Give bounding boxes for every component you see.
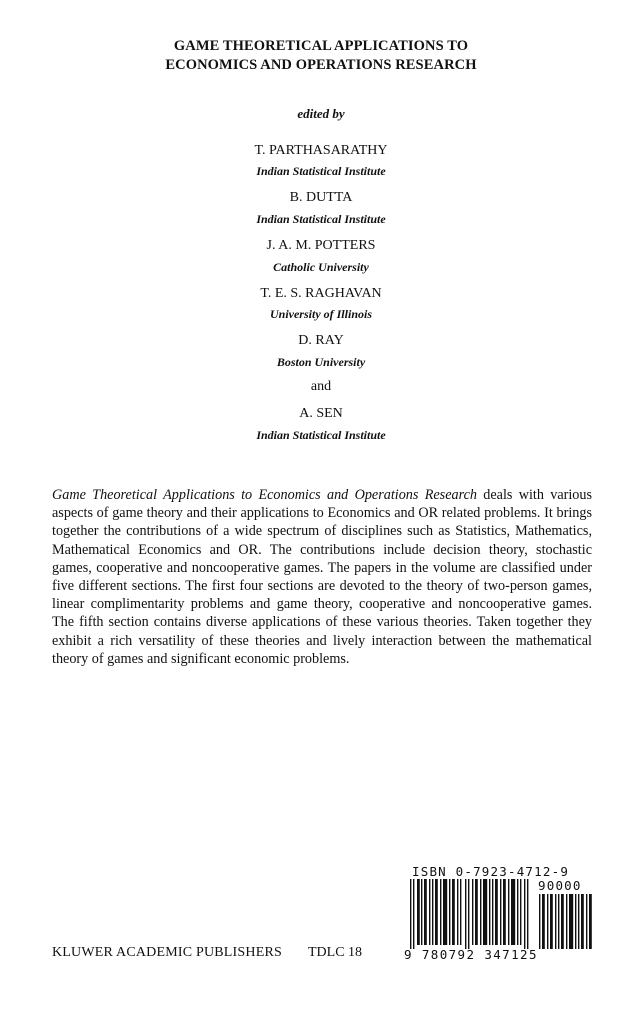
editor-affiliation: Indian Statistical Institute	[256, 212, 386, 226]
editor-name: J. A. M. POTTERS	[266, 238, 376, 253]
barcode-main	[408, 879, 530, 949]
editor-name: T. E. S. RAGHAVAN	[260, 286, 382, 301]
editor-affiliation: Boston University	[276, 355, 366, 369]
editor-name: A. SEN	[299, 406, 343, 421]
editor-name: B. DUTTA	[289, 190, 353, 205]
description-body: deals with various aspects of game theory and their applications to Economics and OR related problems. It brings together the contributions of a wide spectrum of disciplines such as Statistics, Mathematics, Mathematical Economics and OR. The contributions include decision theory, stochastic games, cooperative and noncooperative games. The papers in the volume are classified under five different sections. The first four sections are devoted to the theory of two-person games, linear complimentarity problems and game theory, cooperative and noncooperative games. The fifth section contains diverse applications of these various theories. Taken together they exhibit a rich versatility of these theories and lively interaction between the mathematical theory of games and significant economic problems.	[52, 487, 592, 667]
catalog-code: TDLC 18	[308, 945, 363, 960]
editor-affiliation: Indian Statistical Institute	[256, 428, 386, 442]
publisher-name: KLUWER ACADEMIC PUBLISHERS	[52, 945, 282, 960]
editor-name: T. PARTHASARATHY	[254, 143, 388, 158]
isbn-text: ISBN 0-7923-4712-9	[412, 864, 570, 879]
barcode-addon	[538, 894, 594, 949]
description-book-title: Game Theoretical Applications to Economics and Operations Research	[52, 487, 477, 503]
editor-affiliation: Indian Statistical Institute	[256, 164, 386, 178]
price-code: 90000	[538, 878, 582, 893]
book-title-line-1: GAME THEORETICAL APPLICATIONS TO	[173, 38, 469, 54]
edited-by-label: edited by	[297, 106, 345, 121]
book-description	[52, 486, 592, 668]
editor-affiliation: University of Illinois	[269, 307, 372, 321]
editor-affiliation: Catholic University	[273, 260, 369, 274]
editor-name: D. RAY	[298, 333, 344, 348]
book-title-line-2: ECONOMICS AND OPERATIONS RESEARCH	[165, 57, 477, 73]
barcode-digits: 9 780792 347125	[404, 947, 538, 962]
and-connector: and	[310, 379, 332, 394]
